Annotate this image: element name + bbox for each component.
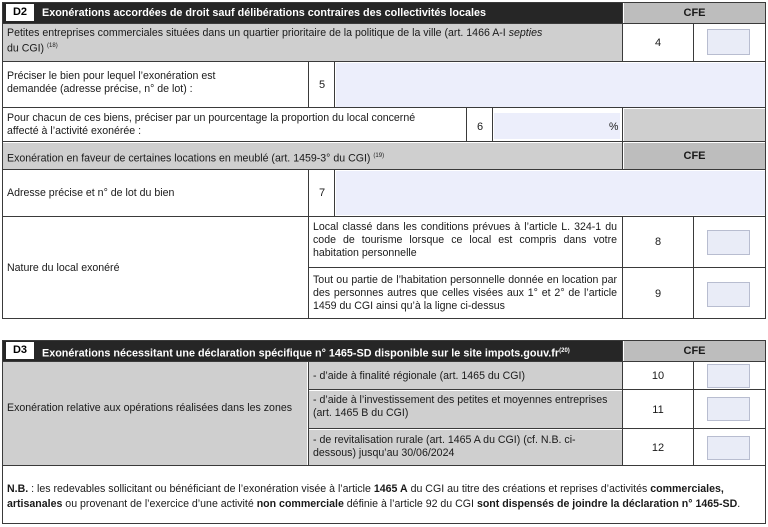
d2-badge: D2 — [6, 4, 34, 21]
row9-checkbox[interactable] — [707, 282, 750, 307]
row4-note: (18) — [47, 43, 58, 49]
border — [2, 2, 766, 3]
border — [308, 361, 309, 465]
nb-note — [7, 482, 762, 512]
row6-grey — [624, 109, 765, 141]
row9-text: Tout ou partie de l’habitation personnelle donnée en location par des personnes autres que celles visées aux 1° et 2° de l’article 1459 du CGI ainsi qu’à la ligne ci-dessus — [313, 274, 617, 312]
border — [2, 361, 766, 362]
row4-checkbox[interactable] — [707, 29, 750, 55]
d3-title-text: Exonérations nécessitant une déclaration spécifique n° 1465-SD disponible sur le site impots.gouv.fr — [42, 347, 560, 360]
border — [2, 2, 3, 319]
d3-title — [42, 345, 570, 361]
row8-number: 8 — [654, 236, 662, 248]
nb-non-commerciale: non commerciale — [256, 498, 344, 510]
row4-number: 4 — [654, 37, 662, 49]
row4-text-italic: septies — [508, 27, 543, 39]
border — [2, 523, 766, 524]
nb-text-1: : les redevables sollicitant ou bénéficiant de l’exonération visée à l’article — [28, 483, 374, 495]
border — [2, 23, 766, 24]
row8-text: Local classé dans les conditions prévues à l’article L. 324-1 du code de tourisme lorsque ce local est compris dans votre habitation personnelle — [313, 221, 617, 259]
border — [2, 141, 766, 142]
border — [2, 107, 766, 108]
d2-cfe-label: CFE — [683, 7, 706, 19]
row12-text: - de revitalisation rurale (art. 1465 A du CGI) (cf. N.B. ci-dessous) jusqu’au 30/06/2024 — [313, 434, 576, 459]
nb-article: 1465 A — [373, 483, 408, 495]
border — [492, 107, 493, 141]
border — [622, 107, 623, 169]
border — [308, 428, 766, 429]
meuble-header-title: Exonération en faveur de certaines locations en meublé (art. 1459-3° du CGI) — [7, 152, 371, 165]
row6-number: 6 — [476, 121, 484, 133]
border — [2, 169, 766, 170]
border — [2, 216, 766, 217]
meuble-header-text — [7, 150, 384, 166]
row5-input[interactable] — [336, 63, 765, 107]
row10-text: - d’aide à finalité régionale (art. 1465 du CGI) — [313, 370, 525, 382]
row10-checkbox[interactable] — [707, 364, 750, 388]
row6-percent-input[interactable] — [494, 113, 620, 139]
d3-note: (20) — [559, 348, 570, 354]
nb-dispense: sont dispensés de joindre la déclaration n° 1465-SD — [476, 498, 738, 510]
nb-label: N.B. — [7, 483, 29, 495]
border — [308, 389, 766, 390]
row12-number: 12 — [651, 442, 665, 454]
border — [334, 61, 335, 107]
border — [308, 61, 309, 107]
nb-text-2: du CGI au titre des créations et reprises d’activités — [407, 483, 651, 495]
row4-text-b: du CGI) — [7, 42, 45, 55]
row6-text: Pour chacun de ces biens, préciser par un pourcentage la proportion du local concerné affecté à l’activité exonérée : — [7, 112, 416, 137]
border — [2, 61, 766, 62]
border — [693, 361, 694, 465]
border — [765, 340, 766, 524]
border — [308, 267, 766, 268]
border — [693, 23, 694, 61]
nb-text-3: ou provenant de l’exercice d’une activité — [62, 498, 257, 510]
row9-number: 9 — [654, 288, 662, 300]
nb-end: . — [737, 498, 741, 510]
row6-unit: % — [609, 121, 619, 133]
border — [2, 318, 766, 319]
row11-text: - d’aide à l’investissement des petites et moyennes entreprises (art. 1465 B du CGI) — [313, 394, 608, 419]
border — [2, 465, 766, 466]
nature-label: Nature du local exonéré — [7, 262, 120, 274]
row5-number: 5 — [318, 79, 326, 91]
border — [622, 2, 623, 61]
border — [2, 340, 3, 524]
nb-activities: commerciales, artisanales — [7, 483, 724, 510]
row7-text: Adresse précise et n° de lot du bien — [7, 187, 175, 199]
border — [622, 340, 623, 465]
d3-cfe-label: CFE — [683, 345, 706, 357]
border — [622, 216, 623, 318]
nb-text-4: définie à l’article 92 du CGI — [343, 498, 477, 510]
row4-text — [7, 27, 607, 56]
meuble-cfe-label: CFE — [683, 150, 706, 162]
row7-input[interactable] — [336, 171, 765, 215]
meuble-header-note: (19) — [373, 153, 385, 159]
row10-number: 10 — [651, 370, 665, 382]
border — [693, 216, 694, 318]
border — [334, 169, 335, 216]
row7-number: 7 — [318, 187, 326, 199]
row5-text: Préciser le bien pour lequel l’exonération est demandée (adresse précise, n° de lot) : — [7, 70, 216, 95]
row11-checkbox[interactable] — [707, 397, 750, 421]
d3-badge: D3 — [6, 342, 34, 359]
border — [466, 107, 467, 141]
row8-checkbox[interactable] — [707, 230, 750, 255]
border — [765, 2, 766, 319]
row11-number: 11 — [652, 404, 664, 416]
border — [308, 169, 309, 318]
row12-checkbox[interactable] — [707, 436, 750, 460]
d2-title: Exonérations accordées de droit sauf délibérations contraires des collectivités locales — [42, 7, 487, 19]
row4-text-a: Petites entreprises commerciales situées dans un quartier prioritaire de la politique de la ville (art. 1466 A-I — [7, 27, 509, 39]
border — [2, 340, 766, 341]
d3-left-label: Exonération relative aux opérations réalisées dans les zones — [7, 402, 293, 414]
